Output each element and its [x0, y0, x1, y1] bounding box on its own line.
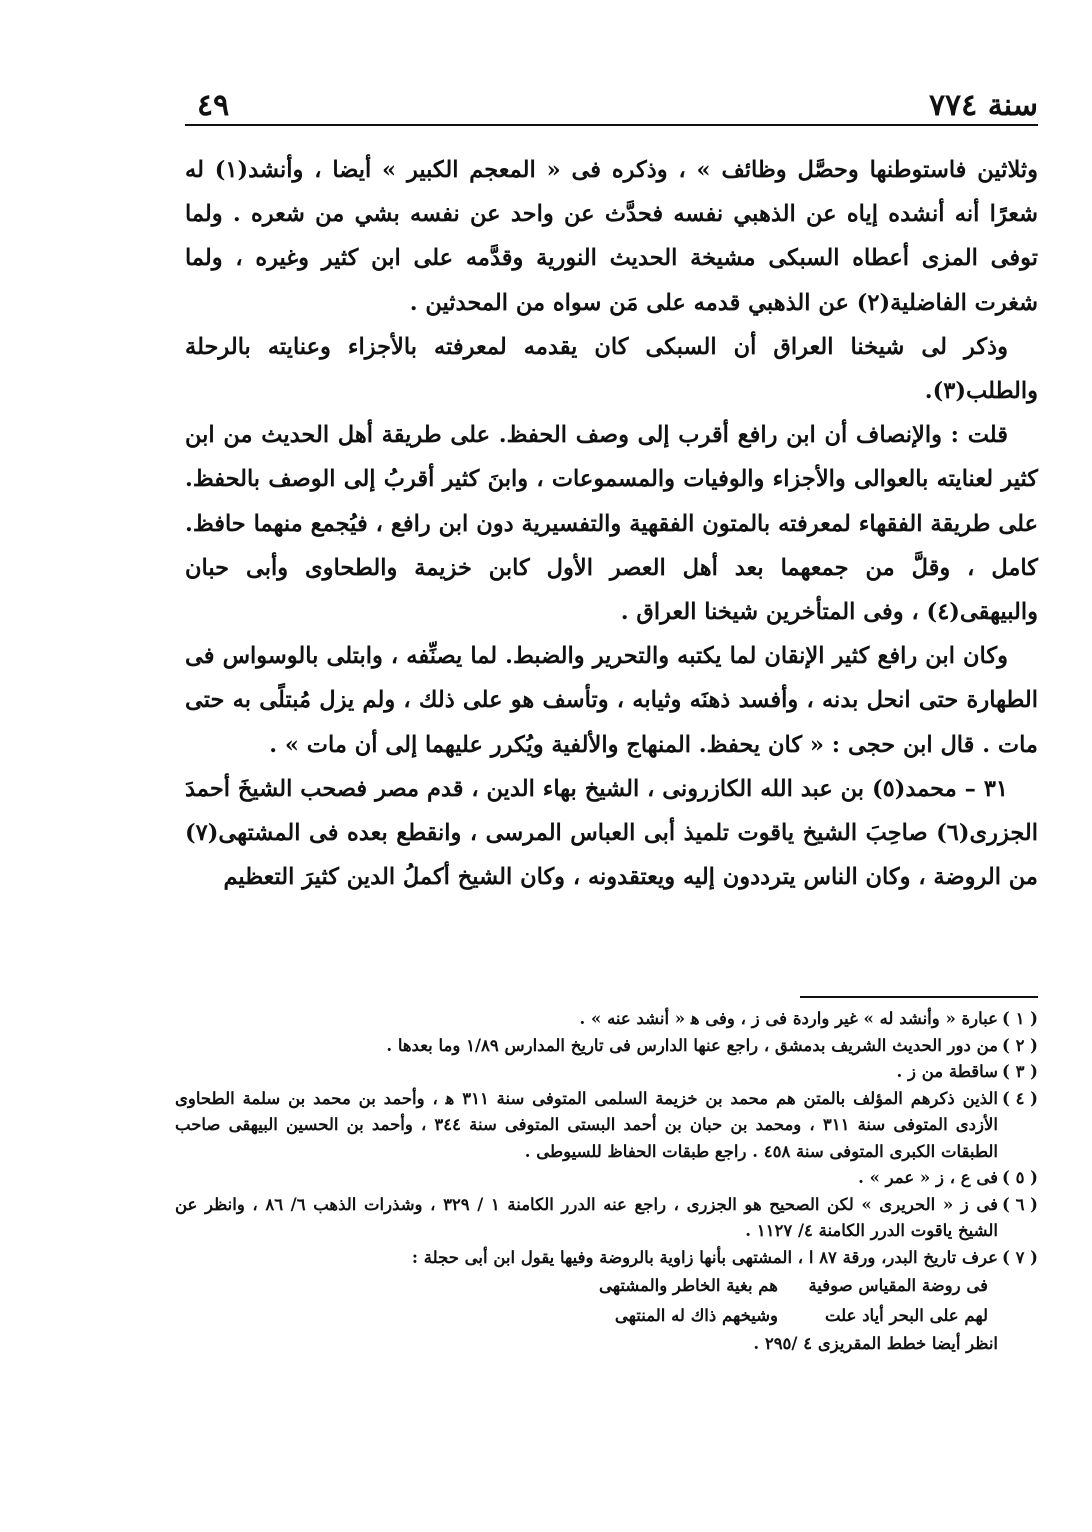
biography-entry [185, 767, 1038, 900]
page-number: ٤٩ [197, 88, 230, 123]
footnotes [175, 1006, 1038, 1358]
footnote-text: ساقطة من ز . [896, 1062, 998, 1081]
footnote-rule [800, 996, 1038, 998]
verse-hemistich: فى روضة المقياس صوفية [808, 1276, 988, 1295]
footnote [175, 1086, 1038, 1166]
poem-verse [175, 1301, 998, 1331]
verse-hemistich: هم بغية الخاطر والمشتهى [599, 1276, 778, 1295]
footnote-text: من دور الحديث الشريف بدمشق ، راجع عنها الدارس فى تاريخ المدارس ١/٨٩ وما بعدها . [386, 1035, 998, 1055]
footnote [175, 1006, 1038, 1033]
running-head-year: سنة ٧٧٤ [928, 88, 1038, 123]
footnote-number: ( ٤ ) [1002, 1088, 1038, 1108]
footnote-number: ( ٥ ) [1002, 1168, 1038, 1187]
footnote-text: انظر أيضا خطط المقريزى ٤ /٢٩٥ . [753, 1334, 998, 1353]
footnote-number: ( ٦ ) [1002, 1194, 1038, 1214]
paragraph: قلت : والإنصاف أن ابن رافع أقرب إلى وصف الحفظ. على طريقة أهل الحديث من ابن كثير لعنايته بالعوالى والأجزاء والوفيات والمسموعات ، وابنَ كثير أقربُ إلى الوصف بالحفظ. على طريقة الفقهاء لمعرفته بالمتون الفقهية والتفسيرية دون ابن رافع ، فيُجمع منهما حافظ. كامل ، وقلَّ من جمعهما بعد أهل العصر الأول كابن خزيمة والطحاوى وأبى حبان والبيهقى(٤) ، وفى المتأخرين شيخنا العراق . [185, 422, 1038, 626]
footnote [175, 1033, 1038, 1060]
footnote-text: فى ع ، ز « عمر » . [858, 1168, 998, 1187]
footnote-text: فى ز « الحريرى » لكن الصحيح هو الجزرى ، راجع عنه الدرر الكامنة ١ / ٣٢٩ ، وشذرات الذهب ٦/ ٨٦ ، وانظر عن الشيخ ياقوت الدرر الكامنة ٤/ ١١٢٧ . [175, 1194, 998, 1240]
paragraph: وكان ابن رافع كثير الإنقان لما يكتبه والتحرير والضبط. لما يصنِّفه ، وابتلى بالوسواس فى الطهارة حتى انحل بدنه ، وأفسد ذهنَه وثيابه ، وتأسف هو على ذلك ، ولم يزل مُبتلًى به حتى مات . قال ابن حجى : « كان يحفظ. المنهاج والألفية ويُكرر عليهما إلى أن مات » . [185, 643, 1038, 758]
footnote-number: ( ٧ ) [1002, 1247, 1038, 1267]
footnote-text: عبارة « وأنشد له » غير واردة فى ز ، وفى ﻫ « أنشد عنه » . [579, 1009, 998, 1028]
footnote-number: ( ١ ) [1002, 1009, 1038, 1028]
entry-text: (٥) بن عبد الله الكازرونى ، الشيخ بهاء الدين ، قدم مصر فصحب الشيخَ أحمدَ الجزرى(٦) صاحِبَ الشيخ ياقوت تلميذ أبى العباس المرسى ، وانقطع بعده فى المشتهى(٧) من الروضة ، وكان الناس يترددون إليه ويعتقدونه ، وكان الشيخ أكملُ الدين كثيرَ التعظيم [185, 775, 1038, 891]
header-rule [185, 124, 1038, 126]
footnote [175, 1165, 1038, 1192]
footnote-text: عرف تاريخ البدر، ورقة ٨٧ ا ، المشتهى بأنها زاوية بالروضة وفيها يقول ابن أبى حجلة : [411, 1247, 998, 1267]
page-header [185, 86, 1038, 122]
footnote [175, 1059, 1038, 1086]
entry-number: ٣١ – محمد [905, 775, 1008, 802]
main-text [185, 148, 1038, 899]
verse-hemistich: لهم على البحر أياد علت [824, 1306, 988, 1325]
poem-verse [175, 1271, 998, 1301]
footnote [175, 1192, 1038, 1245]
footnote [175, 1245, 1038, 1272]
footnote-number: ( ٢ ) [1002, 1035, 1038, 1055]
footnote-number: ( ٣ ) [1002, 1062, 1038, 1081]
footnote-continuation [175, 1331, 1038, 1358]
paragraph: وذكر لى شيخنا العراق أن السبكى كان يقدمه لمعرفته بالأجزاء وعنايته بالرحلة والطلب(٣). [185, 333, 1038, 405]
footnote-text: الذين ذكرهم المؤلف بالمتن هم محمد بن خزيمة السلمى المتوفى سنة ٣١١ ﻫ ، وأحمد بن محمد بن سلمة الطحاوى الأزدى المتوفى سنة ٣١١ ، ومحمد بن حبان بن أحمد البستى المتوفى سنة ٣٤٤ ، وأحمد بن الحسين البيهقى صاحب الطبقات الكبرى المتوفى سنة ٤٥٨ . راجع طبقات الحفاظ للسيوطى . [175, 1088, 998, 1161]
verse-hemistich: وشيخهم ذاك له المنتهى [614, 1306, 778, 1325]
paragraph: وثلاثين فاستوطنها وحصَّل وظائف » ، وذكره فى « المعجم الكبير » أيضا ، وأنشد(١) له شعرًا أنه أنشده إياه عن الذهبي نفسه فحدَّث عن واحد عن نفسه بشي من شعره . ولما توفى المزى أعطاه السبكى مشيخة الحديث النورية وقدَّمه على ابن كثير وغيره ، ولما شغرت الفاضلية(٢) عن الذهبي قدمه على مَن سواه من المحدثين . [185, 157, 1038, 316]
